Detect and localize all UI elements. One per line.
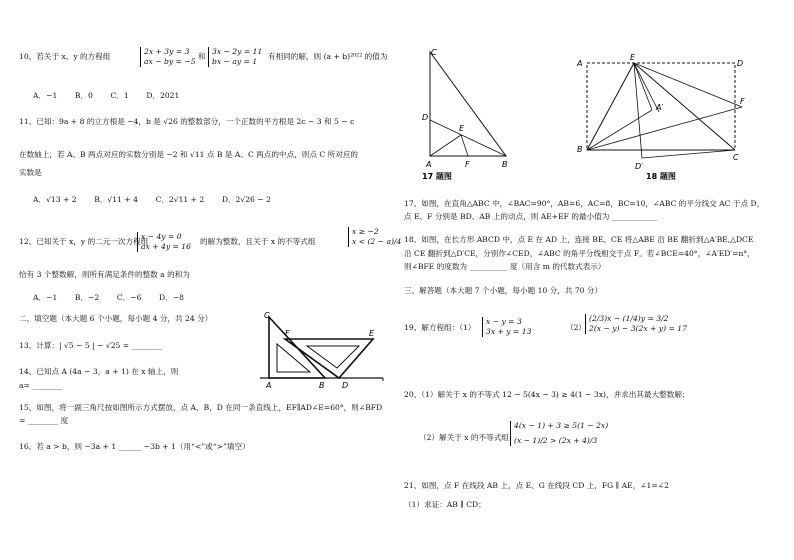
fig15-label-a: A <box>266 381 272 390</box>
q12-stem: 12、已知关于 x，y 的二元一次方程组 <box>19 237 149 246</box>
fig15-label-f: F <box>285 329 290 338</box>
q10-system-2: 3x − 2y = 11 bx − ay = 1 <box>208 47 262 67</box>
q19-part-2: （2） <box>566 323 587 332</box>
q17-line-1: 17、如图，在直角△ABC 中，∠BAC=90°，AB=6，AC=8，BC=10，∠ABC 的平分线交 AC 于点 D， <box>404 199 765 208</box>
question-15-blank: = ________ 度 <box>19 416 69 425</box>
q11-options: A．√13 + 2 B．√11 + 4 C．2√11 + 2 D．2√26 − 2 <box>33 195 271 204</box>
q12-tail: 恰有 3 个整数解，则所有满足条件的整数 a 的和为 <box>19 270 190 279</box>
question-21: 21、如图，点 F 在线段 AB 上，点 E、G 在线段 CD 上，FG ∥ AE，∠1=∠2 <box>404 481 669 490</box>
q20-system: 4(x − 1) + 3 ≥ 5(1 − 2x) (x − 1)/2 > (2x + 4)/3 <box>510 421 608 446</box>
fig18-label-d: D <box>737 59 744 68</box>
figure-17 <box>420 46 520 181</box>
fig15-label-b: B <box>319 381 325 390</box>
section-3-heading: 三、解答题（本大题 7 个小题，每小题 10 分，共 70 分） <box>404 286 603 295</box>
fig18-caption: 18 题图 <box>646 172 676 181</box>
q11-line-1: 11、已知：9a + 8 的立方根是 −4，b 是 √26 的整数部分，一个正数的平方根是 2c − 3 和 5 − c <box>19 117 355 126</box>
q18-line-1: 18、如图，在长方形 ABCD 中，点 E 在 AD 上，连接 BE、CE 将△ABE 沿 BE 翻折到△A′BE,△DCE <box>404 235 754 244</box>
fig15-label-c: C <box>264 311 270 320</box>
fig17-caption: 17 题图 <box>422 172 452 181</box>
q10-options: A．−1 B．0 C．1 D．2021 <box>33 91 180 100</box>
q12-middle: 的解为整数，且关于 x 的不等式组 <box>200 237 316 246</box>
fig17-label-c: C <box>431 48 437 57</box>
q19-stem: 19、解方程组：（1） <box>404 323 476 332</box>
q19-system-2: (2/3)x − (1/4)y = 3/2 2(x − y) − 3(2x + y) = 17 <box>585 314 687 334</box>
section-2-heading: 二、填空题（本大题 6 个小题，每小题 4 分，共 24 分） <box>19 314 213 323</box>
fig17-label-e: E <box>459 124 465 133</box>
question-21-part-1: （1）求证：AB ∥ CD； <box>404 500 486 509</box>
q10-stem: 10、若关于 x、y 的方程组 <box>19 52 111 61</box>
q10-system-1: 2x + 3y = 3 ax − by = −5 <box>140 47 196 67</box>
q20-part-1: 20、（1）解关于 x 的不等式 12 − 5(4x − 3) ≥ 4(1 − 3x)，并求出其最大整数解； <box>404 390 690 399</box>
question-14-line-1: 14、已知点 A (4a − 3，a + 1) 在 x 轴上，则 <box>19 367 179 376</box>
q10-tail: 有相同的解，则 (a + b)²⁰²² 的值为 <box>268 52 388 61</box>
question-14-line-2: a= ________ <box>19 381 63 390</box>
q20-part-2: （2）解关于 x 的不等式组 <box>419 433 509 442</box>
q18-line-2: 沿 CE 翻折到△D′CE，分别作∠CED，∠ABC 的角平分线相交于点 F。若∠BCE=40°，∠A′ED′=n°， <box>404 249 755 258</box>
q19-system-1: x − y = 3 3x + y = 13 <box>482 317 531 337</box>
q12-system-1: x − 4y = 0 ax + 4y = 16 <box>137 232 191 252</box>
q17-line-2: 点 E、F 分别是 BD、AB 上的动点，则 AE+EF 的最小值为 ____________ <box>404 212 658 221</box>
fig18-label-c: C <box>733 153 739 162</box>
q18-line-3: 则∠BFE 的度数为 __________ 度（用含 m 的代数式表示） <box>404 262 606 271</box>
fig18-label-a-prime: A′ <box>656 103 664 112</box>
q12-options: A．−1 B．−2 C．−6 D．−8 <box>33 293 184 302</box>
q12-system-2: x ≥ −2 x < (2 − a)/4 <box>348 227 401 247</box>
fig18-label-e: E <box>630 53 636 62</box>
fig17-label-b: B <box>502 160 508 169</box>
figure-15 <box>255 310 390 390</box>
q11-line-3: 实数是 <box>19 168 42 177</box>
fig18-label-b: B <box>577 145 583 154</box>
fig18-label-f: F <box>740 97 745 106</box>
fig18-label-a: A <box>577 59 583 68</box>
q10-and: 和 <box>198 52 206 61</box>
fig17-label-d: D <box>422 113 429 122</box>
question-15: 15、如图，将一副三角尺按如图所示方式摆放，点 A，B，D 在同一条直线上，EF∥AD∠E=60°，则∠BFD <box>19 403 383 412</box>
figure-18 <box>574 52 749 182</box>
question-13: 13、计算：| √5 − 5 | − √25 = ________ <box>19 341 162 350</box>
fig15-label-e: E <box>369 329 375 338</box>
fig17-label-f: F <box>465 160 470 169</box>
question-16: 16、若 a > b，则 −3a + 1 ______ −3b + 1（用“<”或“>”填空） <box>19 442 250 451</box>
q11-line-2: 在数轴上，若 A、B 两点对应的实数分别是 −2 和 √11 点 B 是 A、C 两点的中点，则点 C 所对应的 <box>19 150 359 159</box>
fig18-label-d-prime: D′ <box>635 162 643 171</box>
fig15-label-d: D <box>342 381 349 390</box>
fig17-label-a: A <box>426 160 432 169</box>
